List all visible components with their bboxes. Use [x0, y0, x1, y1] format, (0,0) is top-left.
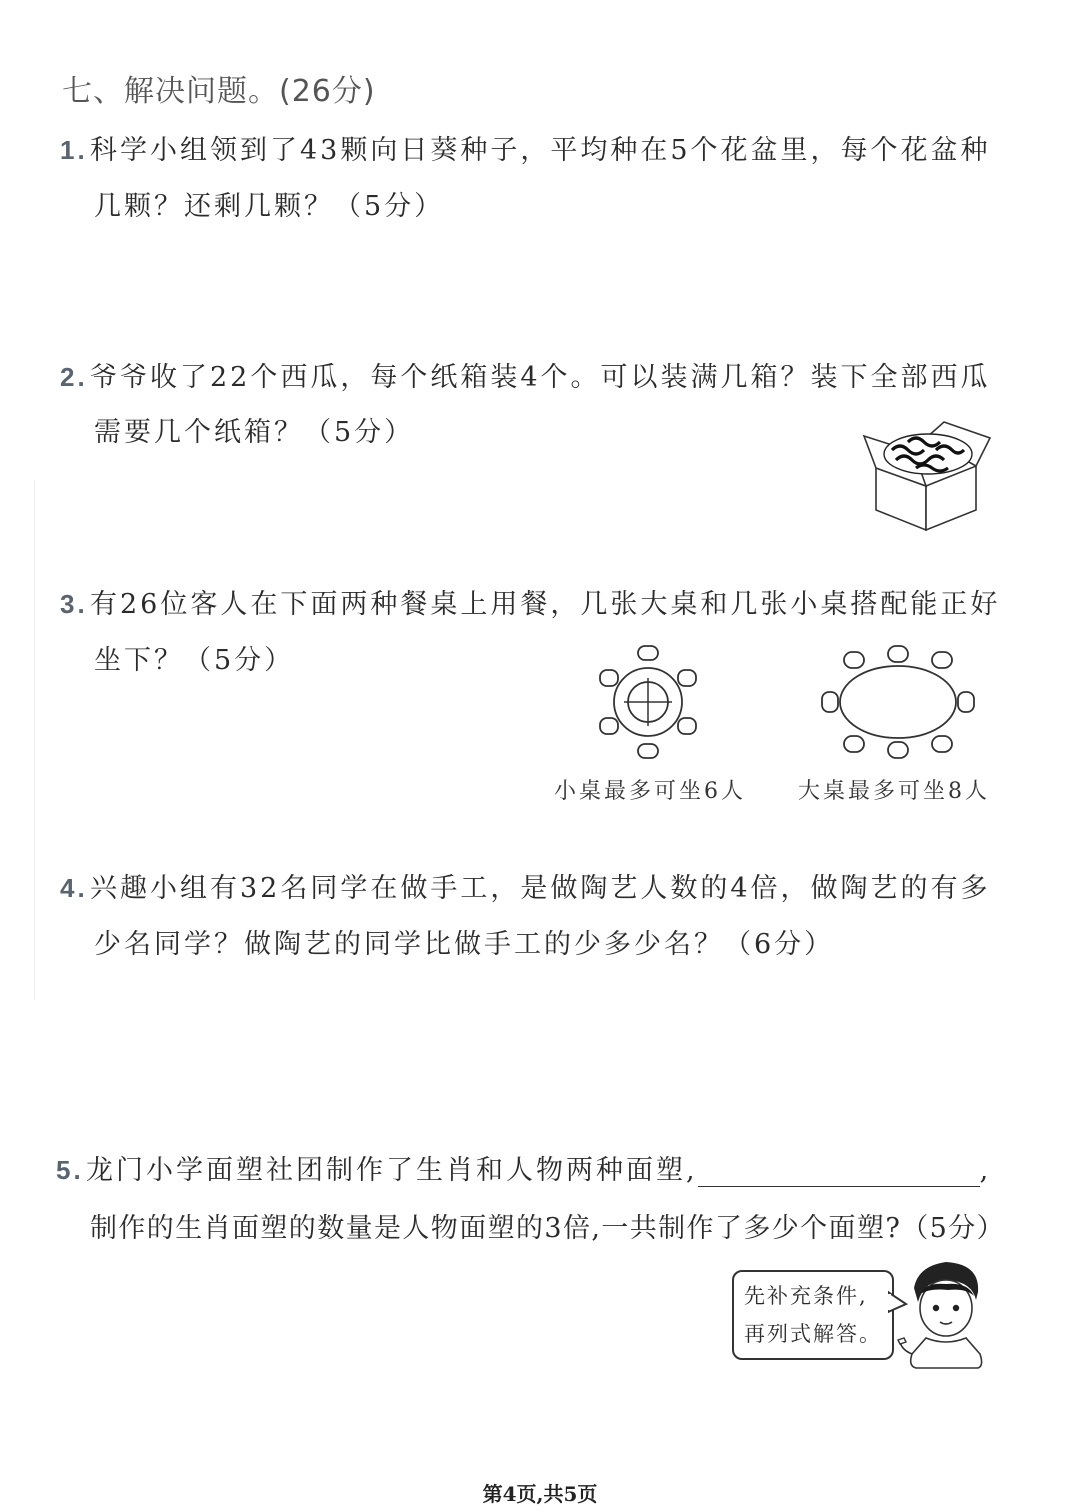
tip-line-1: 先补充条件, [744, 1284, 868, 1308]
question-4-line-2: 少名同学？做陶艺的同学比做手工的少多少名？（6分） [94, 929, 835, 960]
question-2-line-2: 需要几个纸箱？（5分） [94, 417, 415, 448]
page-footer: 第4页,共5页 [482, 1482, 598, 1506]
question-5-line-2: 制作的生肖面塑的数量是人物面塑的3倍,一共制作了多少个面塑?（5分） [90, 1213, 1006, 1244]
large-table-caption: 大桌最多可坐8人 [798, 779, 990, 804]
question-3-number: 3. [60, 589, 88, 619]
small-table-caption: 小桌最多可坐6人 [554, 779, 746, 804]
question-5-line-1: 5.龙门小学面塑社团制作了生肖和人物两种面塑, , [56, 1155, 992, 1186]
watermelon-box-illustration [856, 410, 996, 534]
question-5-number: 5. [56, 1155, 84, 1185]
answer-blank[interactable] [698, 1160, 980, 1187]
question-3-line-2: 坐下？（5分） [94, 645, 295, 676]
large-table-icon [818, 644, 978, 760]
question-3-line-1: 3.有26位客人在下面两种餐桌上用餐，几张大桌和几张小桌搭配能正好 [60, 589, 1001, 620]
tip-speech-bubble [732, 1270, 894, 1360]
question-2-line-1: 2.爷爷收了22个西瓜，每个纸箱装4个。可以装满几箱？装下全部西瓜 [60, 362, 991, 393]
question-1-line-1: 1.科学小组领到了43颗向日葵种子，平均种在5个花盆里，每个花盆种 [60, 135, 991, 166]
boy-illustration [896, 1258, 996, 1370]
question-1-number: 1. [60, 135, 88, 165]
tip-line-2: 再列式解答。 [744, 1322, 882, 1346]
section-title: 七、解决问题。(26分) [62, 74, 376, 109]
question-2-number: 2. [60, 362, 88, 392]
scan-edge-shadow [34, 480, 35, 1000]
question-4-number: 4. [60, 873, 88, 903]
question-1-line-2: 几颗？还剩几颗？（5分） [94, 191, 445, 222]
small-table-icon [590, 644, 706, 760]
question-4-line-1: 4.兴趣小组有32名同学在做手工，是做陶艺人数的4倍，做陶艺的有多 [60, 873, 991, 904]
